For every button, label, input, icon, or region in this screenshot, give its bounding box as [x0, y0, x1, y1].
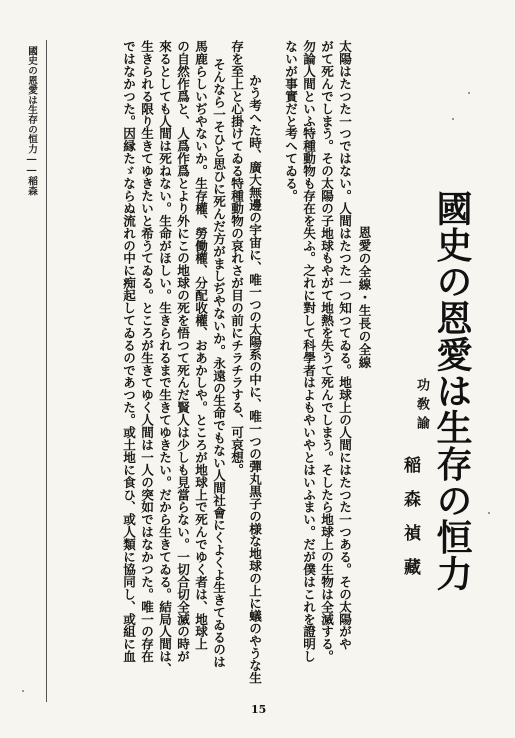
running-head: 國史の恩愛は生存の恒力――稲森 — [26, 46, 37, 196]
body-line: 勿論人間といふ特種動物も存在を失ふ。之れに對して科學者はよもやいやとはいふまい。だが僕はこれを證明し — [301, 40, 316, 663]
author-name: 稲森禎藏 — [400, 456, 420, 592]
body-line: 馬鹿らしいぢやないか。生存權、勞働權、分配收權、おあかしや。ところが地球上で死んでゆく者は、地球上 — [193, 40, 208, 651]
body-line: 存を至上と心掛けてゐる特種動物の哀れさが目の前にチラチラする、可哀想。 — [229, 40, 244, 476]
body-line: 太陽はたつた一つではない。人間はたつた一つ知つてゐる。地球上の人間にはたつた一つある。その太陽がや — [337, 40, 352, 651]
body-line: そんなら一そひと思ひに死んだ方がましぢやないか。永遠の生命でもない人間社會にくよくよ生きてゐるのは — [211, 58, 226, 669]
body-line: がて死んでしまう。その太陽の子地球もやがて地熱を失うて死んでしまう。そしたら地球上の生物は全滅する。 — [319, 40, 334, 663]
body-line: かう考へた時、廣大無邊の宇宙に、唯一つの太陽系の中に、唯一つの彈丸黒子の様な地球の上に蟻のやうな生 — [247, 74, 262, 685]
section-heading: 恩愛の全線・生長の全線 — [357, 226, 372, 369]
body-line: 生きられる限り生きてゆきたいと希うてゐる。ところが生きてゆく人間は一人の突如ではなかつた。唯一の存在 — [139, 40, 154, 663]
body-line: 來るとしても人間は死ねない。生命がほしい。生きられるまで生きてゆきたい。だから生きてゐる。結局人間は、 — [157, 40, 172, 675]
page-number: 15 — [251, 703, 267, 716]
author-role: 功敎諭 — [414, 378, 429, 435]
header-rule — [46, 40, 47, 702]
article-title: 國史の恩愛は生存の恒力 — [431, 190, 472, 592]
body-line: の自然作爲と、人爲作爲とより外にこの地球の死を悟つて死んだ賢人は少しも見當らない。一切合切全滅の時が — [175, 40, 190, 663]
body-line: ないが事實だと考へてゐる。 — [283, 40, 298, 202]
body-line: ではなかつた。因縁たゞならぬ流れの中に痴起してゐるのであつた。或土地に食ひ、或人類に協同し、或組に血 — [121, 40, 136, 663]
